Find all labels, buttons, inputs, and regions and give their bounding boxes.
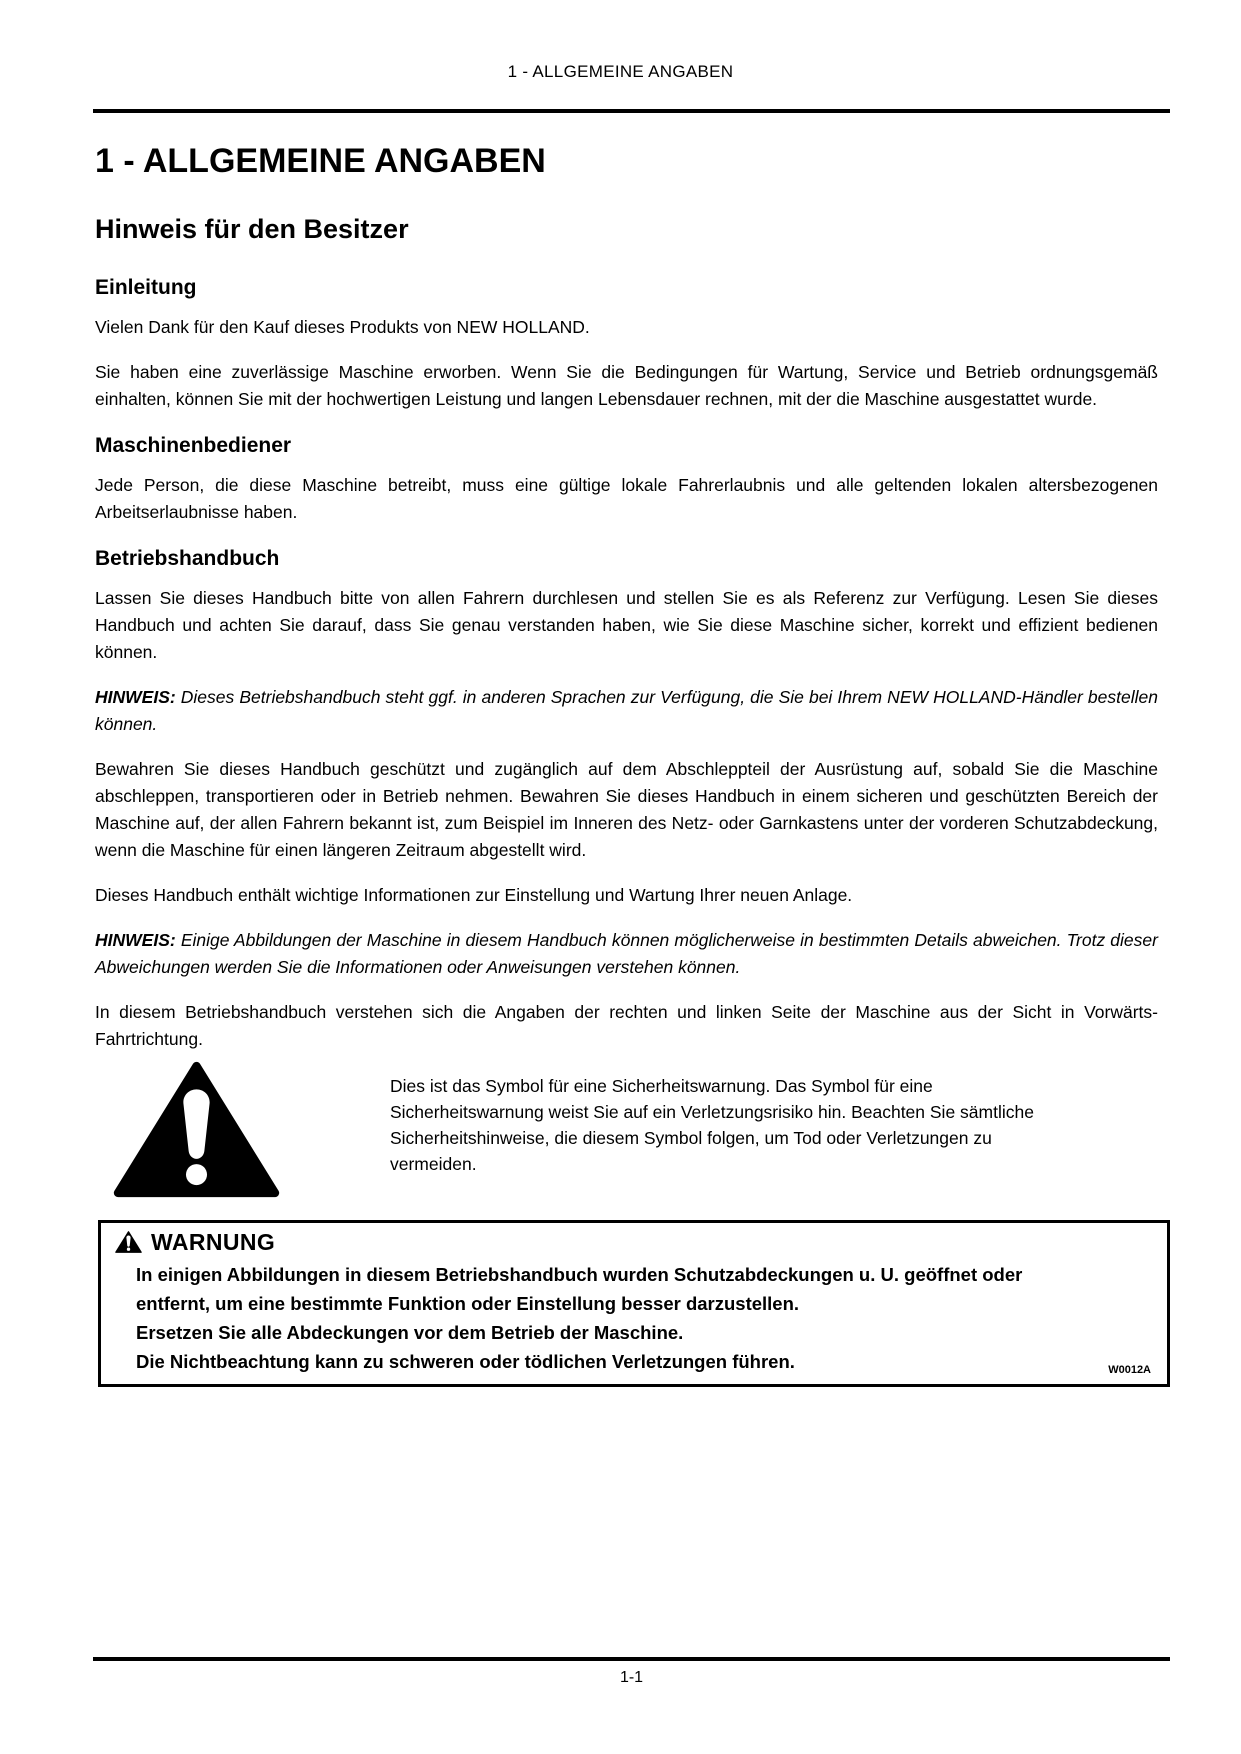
warning-reference-code: W0012A	[1108, 1364, 1151, 1376]
owner-note-title: Hinweis für den Besitzer	[95, 214, 409, 244]
paragraph: Jede Person, die diese Maschine betreibt, muss eine gültige lokale Fahrerlaubnis und alle geltenden lokalen altersbezogenen Arbeitserlaubnisse haben.	[95, 475, 1158, 522]
warning-label: WARNUNG	[151, 1229, 276, 1255]
note-text: Einige Abbildungen der Maschine in diesem Handbuch können möglicherweise in bestimmten Details abweichen. Trotz dieser Abweichungen werden Sie die Informationen oder Anweisungen verstehen können.	[95, 930, 1158, 977]
footer-rule	[93, 1657, 1170, 1661]
safety-alert-icon	[113, 1061, 280, 1198]
subsection-heading-betriebshandbuch: Betriebshandbuch	[95, 547, 280, 570]
page-footer	[0, 1657, 1241, 1688]
note-label: HINWEIS:	[95, 687, 176, 707]
paragraph: Dieses Handbuch enthält wichtige Informationen zur Einstellung und Wartung Ihrer neuen Anlage.	[95, 885, 853, 905]
warning-box-header	[115, 1229, 1149, 1255]
warning-line: Die Nichtbeachtung kann zu schweren oder tödlichen Verletzungen führen.	[136, 1351, 795, 1372]
header-rule	[93, 109, 1170, 113]
subsection-heading-einleitung: Einleitung	[95, 276, 197, 299]
safety-alert-text: Dies ist das Symbol für eine Sicherheitswarnung. Das Symbol für eine Sicherheitswarnung weist Sie auf ein Verletzungsrisiko hin. Beachten Sie sämtliche Sicherheitshinweise, die diesem Symbol folgen, um Tod oder Verletzungen zu vermeiden.	[390, 1076, 1034, 1174]
paragraph: Vielen Dank für den Kauf dieses Produkts von NEW HOLLAND.	[95, 317, 590, 337]
warning-box-body	[136, 1260, 1056, 1376]
warning-line: Ersetzen Sie alle Abdeckungen vor dem Betrieb der Maschine.	[136, 1322, 684, 1343]
note-label: HINWEIS:	[95, 930, 176, 950]
note-text: Dieses Betriebshandbuch steht ggf. in anderen Sprachen zur Verfügung, die Sie bei Ihrem NEW HOLLAND-Händler bestellen können.	[95, 687, 1158, 734]
paragraph: Lassen Sie dieses Handbuch bitte von allen Fahrern durchlesen und stellen Sie es als Referenz zur Verfügung. Lesen Sie dieses Handbuch und achten Sie darauf, dass Sie genau verstanden haben, wie Sie diese Maschine sicher, korrekt und effizient bedienen können.	[95, 588, 1158, 662]
section-einleitung	[95, 275, 1158, 413]
paragraph: In diesem Betriebshandbuch verstehen sich die Angaben der rechten und linken Seite der Maschine aus der Sicht in Vorwärts-Fahrtrichtung.	[95, 1002, 1158, 1049]
section-betriebshandbuch	[95, 546, 1158, 1053]
page-content	[95, 141, 1158, 1387]
section-maschinenbediener	[95, 433, 1158, 526]
note-paragraph	[95, 927, 1158, 981]
paragraph: Bewahren Sie dieses Handbuch geschützt und zugänglich auf dem Abschleppteil der Ausrüstung auf, sobald Sie die Maschine abschleppen, transportieren oder in Betrieb nehmen. Bewahren Sie dieses Handbuch in einem sicheren und geschützten Bereich der Maschine auf, der allen Fahrern bekannt ist, zum Beispiel im Inneren des Netz- oder Garnkastens unter der vorderen Schutzabdeckung, wenn die Maschine für einen längeren Zeitraum abgestellt wird.	[95, 759, 1158, 860]
warning-icon	[115, 1231, 142, 1253]
safety-alert	[95, 1061, 1158, 1198]
running-header: 1 - ALLGEMEINE ANGABEN	[507, 62, 734, 81]
note-paragraph	[95, 684, 1158, 738]
warning-box	[98, 1220, 1170, 1387]
page-number: 1-1	[619, 1669, 644, 1686]
warning-line: In einigen Abbildungen in diesem Betriebshandbuch wurden Schutzabdeckungen u. U. geöffnet oder entfernt, um eine bestimmte Funktion oder Einstellung besser darzustellen.	[136, 1264, 1023, 1314]
subsection-heading-maschinenbediener: Maschinenbediener	[95, 434, 292, 457]
chapter-title: 1 - ALLGEMEINE ANGABEN	[95, 142, 546, 180]
paragraph: Sie haben eine zuverlässige Maschine erworben. Wenn Sie die Bedingungen für Wartung, Service und Betrieb ordnungsgemäß einhalten, können Sie mit der hochwertigen Leistung und langen Lebensdauer rechnen, mit der die Maschine ausgestattet wurde.	[95, 362, 1158, 409]
